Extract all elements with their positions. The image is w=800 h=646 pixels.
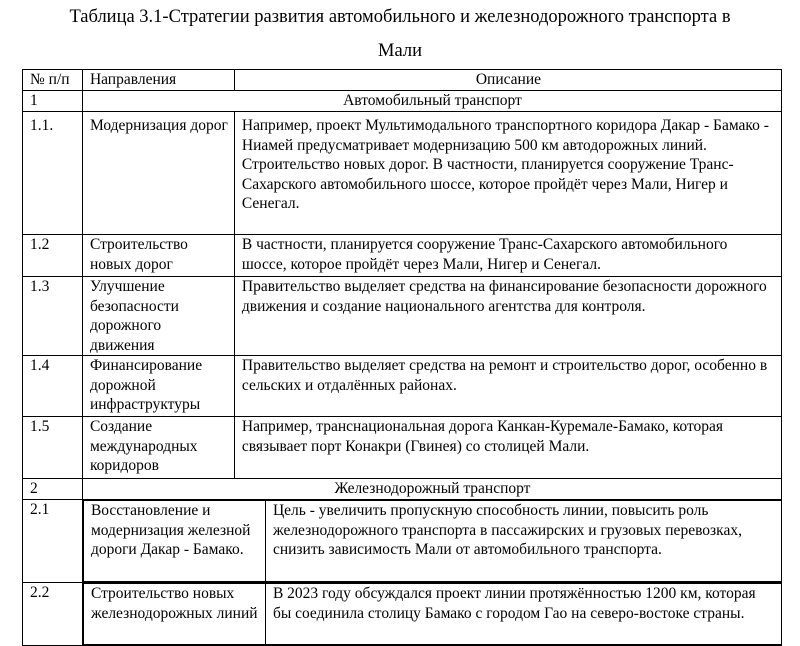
header-number: № п/п: [23, 70, 83, 91]
row-number: 2.2: [23, 583, 83, 646]
header-description: Описание: [234, 70, 781, 91]
row-number: 1.2: [23, 235, 83, 277]
row-direction: Восстановление и модернизация железной дороги Дакар - Бамако.: [83, 501, 265, 582]
section-title: Автомобильный транспорт: [82, 91, 781, 112]
description-paragraph: В частности, планируется сооружение Транс-Сахарского автомобильного шоссе, которое пройдёт через Мали, Нигер и Сенегал.: [241, 236, 728, 273]
row-content-wrap: [82, 583, 781, 646]
section-number: 1: [23, 91, 83, 112]
description-paragraph: Правительство выделяет средства на ремонт и строительство дорог, особенно в сельских и отдалённых районах.: [241, 357, 768, 394]
section-title: Железнодорожный транспорт: [82, 479, 781, 500]
section-row-road: [23, 91, 782, 112]
table-row: [23, 277, 782, 356]
row-description: [234, 112, 781, 235]
header-direction: Направления: [82, 70, 234, 91]
row-direction: Строительство новых дорог: [82, 235, 234, 277]
row-direction: Создание международных коридоров: [82, 417, 234, 479]
row-direction: Улучшение безопасности дорожного движения: [82, 277, 234, 356]
description-paragraph: Правительство выделяет средства на финансирование безопасности дорожного движения и создание национального агентства для контроля.: [241, 278, 767, 315]
table-row: [23, 583, 782, 646]
table-row: [23, 112, 782, 235]
row-description: [234, 417, 781, 479]
description-paragraph: Цель - увеличить пропускную способность линии, повысить роль железнодорожного транспорта в пассажирских и грузовых перевозках, снизить зависимость Мали от автомобильного транспорта.: [272, 502, 742, 558]
table-caption-continuation: Мали: [378, 41, 422, 61]
row-direction: Модернизация дорог: [82, 112, 234, 235]
row-direction: Финансирование дорожной инфраструктуры: [82, 356, 234, 417]
row-content-wrap: [82, 500, 781, 583]
header-row: [23, 70, 782, 91]
table-row: [23, 356, 782, 417]
description-paragraph: Строительство новых дорог. В частности, планируется сооружение Транс-Сахарского автомобильного шоссе, которое пройдёт через Мали, Нигер и Сенегал.: [241, 156, 734, 212]
row-number: 1.4: [23, 356, 83, 417]
row-description: [234, 277, 781, 356]
rail-row-inner: [83, 500, 781, 582]
row-direction: Строительство новых железнодорожных линий: [83, 584, 265, 645]
row-number: 1.5: [23, 417, 83, 479]
description-paragraph: В 2023 году обсуждался проект линии протяжённостью 1200 км, которая бы соединила столицу Бамако с городом Гао на северо-востоке страны.: [272, 585, 756, 622]
table-caption: Таблица 3.1-Стратегии развития автомобильного и железнодорожного транспорта в: [69, 7, 731, 27]
table-row: [23, 417, 782, 479]
strategy-table: [22, 69, 782, 646]
description-paragraph: Например, транснациональная дорога Канкан-Куремале-Бамако, которая связывает порт Конакри (Гвинея) со столицей Мали.: [241, 418, 724, 455]
section-row-rail: [23, 479, 782, 500]
row-description: [265, 501, 781, 582]
row-description: [234, 356, 781, 417]
row-description: [234, 235, 781, 277]
row-description: [265, 584, 781, 645]
section-number: 2: [23, 479, 83, 500]
row-number: 1.1.: [23, 112, 83, 235]
description-paragraph: Например, проект Мультимодального транспортного коридора Дакар - Бамако - Ниамей предусматривает модернизацию 500 км автодорожных линий.: [241, 117, 769, 154]
table-row: [23, 235, 782, 277]
row-number: 2.1: [23, 500, 83, 583]
table-row: [23, 500, 782, 583]
row-number: 1.3: [23, 277, 83, 356]
